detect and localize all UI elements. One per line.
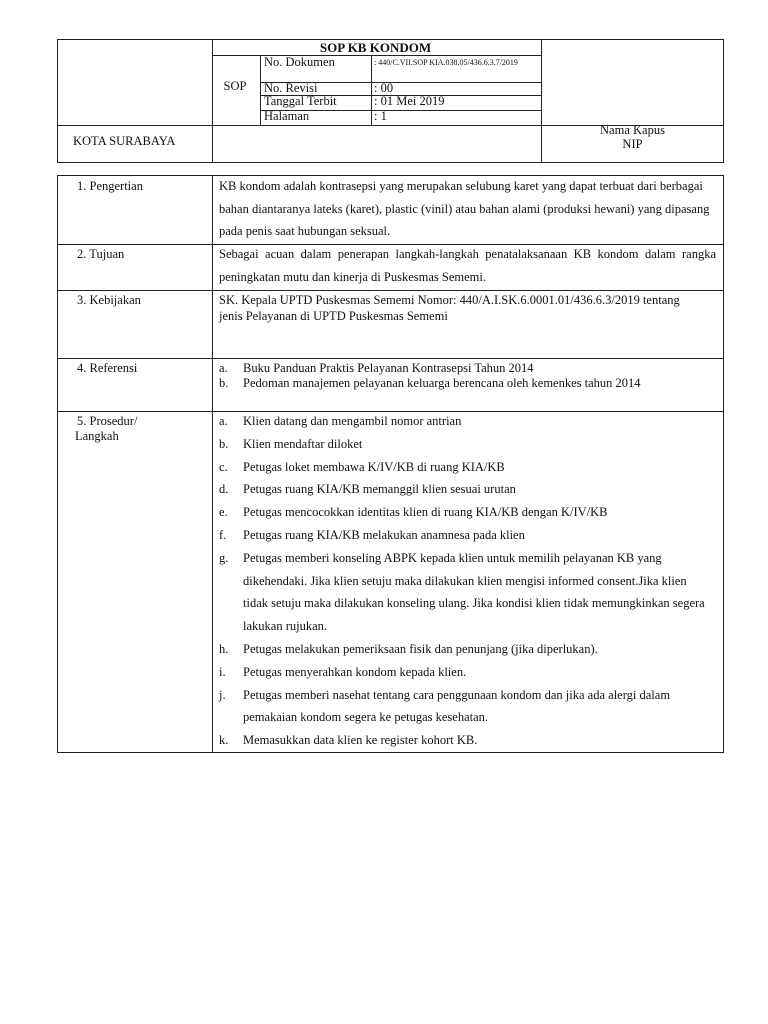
list-item-text: Memasukkan data klien ke register kohort KB.	[243, 733, 478, 748]
list-item	[219, 433, 709, 456]
list-item	[219, 478, 709, 501]
list-item-text: Petugas memberi konseling ABPK kepada klien untuk memilih pelayanan KB yang dikehendaki. Jika klien setuju maka dilakukan klien mengisi informed consent.Jika klien tidak setuju maka dilakukan konseling ulang. Jika kondisi klien tidak memungkinkan segera lakukan rujukan.	[243, 550, 705, 634]
list-marker: j.	[219, 687, 226, 702]
list-marker: b.	[219, 375, 229, 390]
section-text-kebijakan: SK. Kepala UPTD Puskesmas Sememi Nomor: 440/A.I.SK.6.0001.01/436.6.3/2019 tentang jenis Pelayanan di UPTD Puskesmas Sememi	[219, 293, 680, 323]
header-label-no-dokumen: No. Dokumen	[264, 55, 335, 69]
header-value-no-dokumen: : 440/C.VII.SOP KIA.038.05/436.6.3.7/2019	[374, 58, 518, 67]
document-title: SOP KB KONDOM	[319, 40, 432, 55]
section-label-referensi: 4. Referensi	[77, 361, 138, 375]
kapus-nip-label: NIP	[622, 137, 643, 151]
header-label-tanggal-terbit: Tanggal Terbit	[264, 94, 337, 108]
header-label-halaman: Halaman	[264, 109, 310, 123]
list-marker: a.	[219, 361, 228, 375]
list-marker: c.	[219, 459, 228, 474]
referensi-list	[219, 361, 716, 390]
list-item	[219, 361, 716, 376]
section-text-tujuan: Sebagai acuan dalam penerapan langkah-langkah penatalaksanaan KB kondom dalam rangka peningkatan mutu dan kinerja di Puskesmas Sememi.	[219, 247, 716, 284]
list-item	[219, 684, 709, 730]
list-marker: a.	[219, 414, 228, 428]
list-item-text: Petugas mencocokkan identitas klien di ruang KIA/KB dengan K/IV/KB	[243, 505, 608, 520]
list-marker: i.	[219, 664, 226, 679]
list-marker: f.	[219, 527, 227, 542]
list-marker: e.	[219, 505, 228, 520]
list-item	[219, 729, 709, 752]
section-text-pengertian: KB kondom adalah kontrasepsi yang merupakan selubung karet yang dapat terbuat dari berbagai bahan diantaranya lateks (karet), plastic (vinil) atau bahan alami (produksi hewani) yang dipasang pada penis saat hubungan seksual.	[219, 179, 710, 238]
header-value-halaman: : 1	[374, 109, 387, 123]
header-label-no-revisi: No. Revisi	[264, 81, 318, 95]
sop-label: SOP	[223, 79, 247, 93]
list-marker: k.	[219, 733, 229, 748]
section-label-tujuan: 2. Tujuan	[77, 247, 125, 261]
list-item	[219, 638, 709, 661]
section-label-prosedur: 5. Prosedur/	[77, 414, 138, 428]
list-item	[219, 501, 709, 524]
list-marker: d.	[219, 482, 229, 497]
list-item-text: Buku Panduan Praktis Pelayanan Kontrasepsi Tahun 2014	[243, 361, 534, 375]
section-label-langkah: Langkah	[75, 429, 119, 443]
list-marker: h.	[219, 641, 229, 656]
list-item-text: Petugas loket membawa K/IV/KB di ruang KIA/KB	[243, 459, 505, 474]
list-item-text: Petugas memberi nasehat tentang cara penggunaan kondom dan jika ada alergi dalam pemakaian kondom segera ke petugas kesehatan.	[243, 687, 671, 725]
list-item-text: Klien datang dan mengambil nomor antrian	[243, 414, 462, 428]
list-item-text: Pedoman manajemen pelayanan keluarga berencana oleh kemenkes tahun 2014	[243, 375, 641, 390]
header-value-tanggal-terbit: : 01 Mei 2019	[374, 94, 445, 108]
list-item	[219, 524, 709, 547]
section-label-pengertian: 1. Pengertian	[77, 179, 143, 193]
list-item	[219, 456, 709, 479]
list-item-text: Petugas menyerahkan kondom kepada klien.	[243, 664, 467, 679]
section-label-kebijakan: 3. Kebijakan	[77, 293, 141, 307]
list-marker: b.	[219, 436, 229, 451]
list-item	[219, 376, 716, 391]
list-item	[219, 661, 709, 684]
list-item	[219, 547, 709, 638]
prosedur-list	[219, 410, 709, 752]
list-item-text: Klien mendaftar diloket	[243, 436, 363, 451]
list-item-text: Petugas melakukan pemeriksaan fisik dan penunjang (jika diperlukan).	[243, 641, 598, 656]
list-item-text: Petugas ruang KIA/KB memanggil klien sesuai urutan	[243, 482, 516, 497]
kapus-name-label: Nama Kapus	[600, 123, 665, 137]
header-value-no-revisi: : 00	[374, 81, 394, 95]
list-item	[219, 410, 709, 433]
list-item-text: Petugas ruang KIA/KB melakukan anamnesa pada klien	[243, 527, 525, 542]
list-marker: g.	[219, 550, 229, 565]
city-label: KOTA SURABAYA	[73, 134, 176, 148]
